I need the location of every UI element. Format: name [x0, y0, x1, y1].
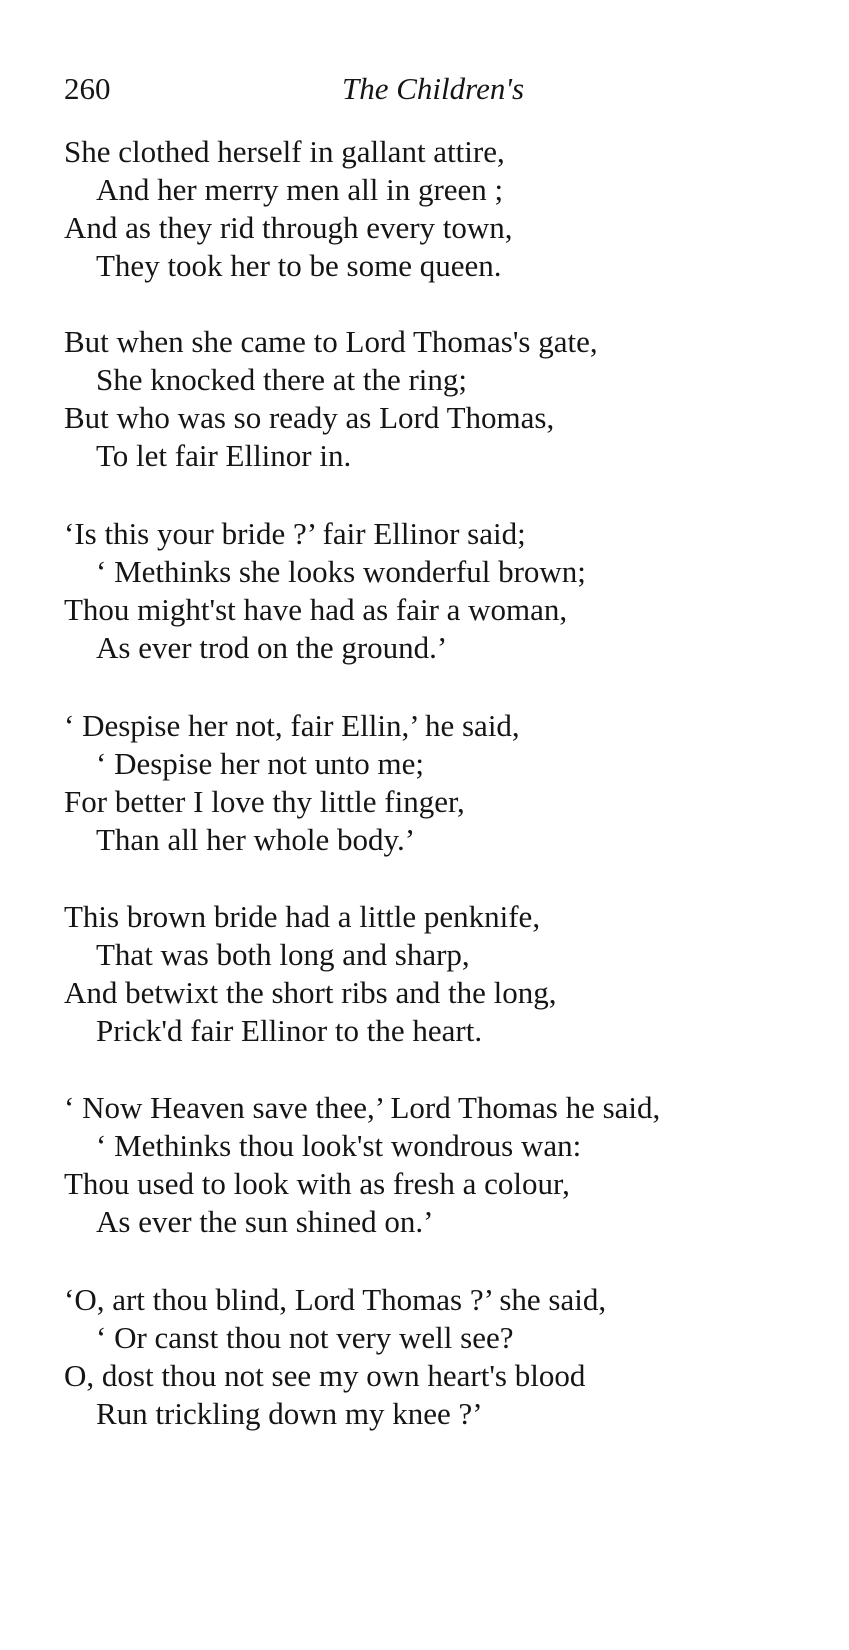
verse-line: This brown bride had a little penknife,: [64, 899, 541, 934]
verse-line: ‘Is this your bride ?’ fair Ellinor said;: [64, 516, 526, 551]
verse-line: And as they rid through every town,: [64, 210, 513, 245]
verse-line: But when she came to Lord Thomas's gate,: [64, 324, 598, 359]
verse-line: O, dost thou not see my own heart's blood: [64, 1358, 586, 1393]
verse-line: Run trickling down my knee ?’: [96, 1396, 483, 1431]
verse-line: She knocked there at the ring;: [96, 362, 468, 397]
verse-line: Prick'd fair Ellinor to the heart.: [96, 1013, 483, 1048]
running-title: The Children's: [342, 71, 525, 106]
verse-line: She clothed herself in gallant attire,: [64, 134, 505, 169]
verse-line: Thou used to look with as fresh a colour,: [64, 1166, 570, 1201]
verse-line: Than all her whole body.’: [96, 822, 416, 857]
verse-line: For better I love thy little finger,: [64, 784, 465, 819]
verse-line: To let fair Ellinor in.: [96, 438, 352, 473]
verse-line: That was both long and sharp,: [96, 937, 470, 972]
verse-line: ‘ Despise her not unto me;: [96, 746, 425, 781]
verse-line: And her merry men all in green ;: [96, 172, 504, 207]
page-header: [0, 66, 849, 112]
verse-line: And betwixt the short ribs and the long,: [64, 975, 557, 1010]
verse-line: ‘ Methinks thou look'st wondrous wan:: [96, 1128, 582, 1163]
verse-line: ‘ Now Heaven save thee,’ Lord Thomas he said,: [64, 1090, 661, 1125]
verse-line: ‘ Or canst thou not very well see?: [96, 1320, 514, 1355]
verse-line: ‘ Despise her not, fair Ellin,’ he said,: [64, 708, 520, 743]
verse-line: Thou might'st have had as fair a woman,: [64, 592, 568, 627]
page-number: 260: [64, 71, 111, 106]
verse-line: As ever the sun shined on.’: [96, 1204, 434, 1239]
verse-line: ‘O, art thou blind, Lord Thomas ?’ she said,: [64, 1282, 607, 1317]
verse-line: ‘ Methinks she looks wonderful brown;: [96, 554, 586, 589]
verse-line: But who was so ready as Lord Thomas,: [64, 400, 555, 435]
verse-line: They took her to be some queen.: [96, 248, 502, 283]
verse-line: As ever trod on the ground.’: [96, 630, 448, 665]
